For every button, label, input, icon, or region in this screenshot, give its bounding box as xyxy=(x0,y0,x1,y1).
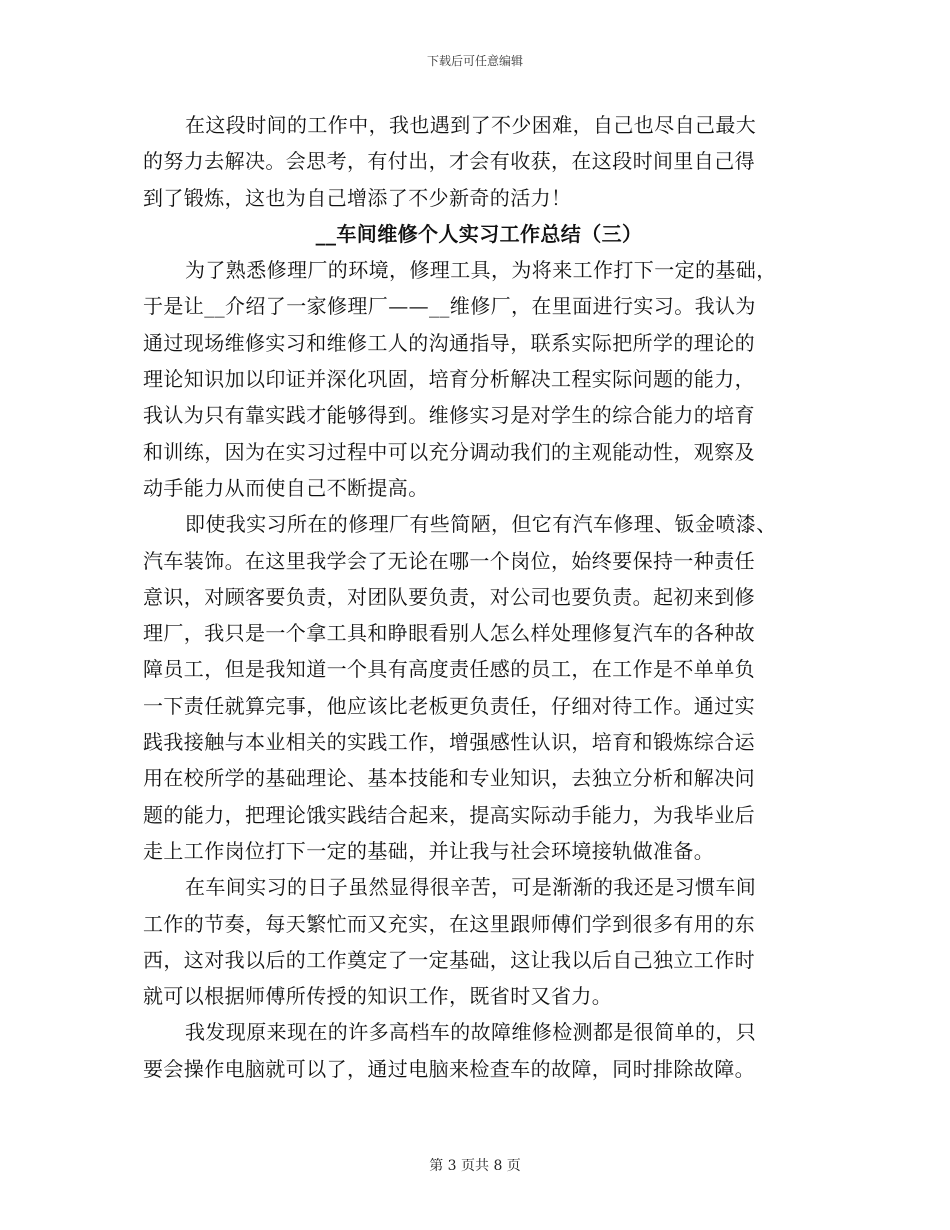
text-line: 障员工，但是我知道一个具有高度责任感的员工，在工作是不单单负 xyxy=(143,657,755,682)
section-title: __车间维修个人实习工作总结（三） xyxy=(315,221,643,246)
page-header: 下载后可任意编辑 xyxy=(426,54,523,68)
text-line: 践我接触与本业相关的实践工作，增强感性认识，培育和锻炼综合运 xyxy=(143,730,755,755)
text-line: 就可以根据师傅所传授的知识工作，既省时又省力。 xyxy=(143,984,613,1009)
text-line: 用在校所学的基础理论、基本技能和专业知识，去独立分析和解决问 xyxy=(143,766,755,791)
document-body xyxy=(143,107,815,1087)
text-line: 西，这对我以后的工作奠定了一定基础，这让我以后自己独立工作时 xyxy=(143,947,755,972)
text-line: 于是让__介绍了一家修理厂——__维修厂，在里面进行实习。我认为 xyxy=(143,294,756,319)
text-line: 一下责任就算完事，他应该比老板更负责任，仔细对待工作。通过实 xyxy=(143,693,755,718)
text-line: 即使我实习所在的修理厂有些简陋，但它有汽车修理、钣金喷漆、 xyxy=(185,512,777,537)
text-line: 在这段时间的工作中，我也遇到了不少困难，自己也尽自己最大 xyxy=(185,113,757,137)
text-line: 到了锻炼，这也为自己增添了不少新奇的活力！ xyxy=(143,185,572,210)
page-footer: 第 3 页共 8 页 xyxy=(429,1158,521,1174)
text-line: 理论知识加以印证并深化巩固，培育分析解决工程实际问题的能力， xyxy=(143,367,755,392)
text-line: 走上工作岗位打下一定的基础，并让我与社会环境接轨做准备。 xyxy=(143,838,715,863)
text-line: 题的能力，把理论饿实践结合起来，提高实际动手能力，为我毕业后 xyxy=(143,802,755,827)
text-line: 动手能力从而使自己不断提高。 xyxy=(143,475,429,500)
text-line: 我发现原来现在的许多高档车的故障维修检测都是很简单的，只 xyxy=(185,1020,757,1045)
text-line: 的努力去解决。会思考，有付出，才会有收获，在这段时间里自己得 xyxy=(143,149,755,174)
text-line: 为了熟悉修理厂的环境，修理工具，为将来工作打下一定的基础， xyxy=(185,258,777,283)
text-line: 理厂，我只是一个拿工具和睁眼看别人怎么样处理修复汽车的各种故 xyxy=(143,621,755,646)
text-line: 我认为只有靠实践才能够得到。维修实习是对学生的综合能力的培育 xyxy=(143,403,755,428)
text-line: 意识，对顾客要负责，对团队要负责，对公司也要负责。起初来到修 xyxy=(143,584,755,609)
text-line: 和训练，因为在实习过程中可以充分调动我们的主观能动性，观察及 xyxy=(143,439,755,464)
text-line: 工作的节奏，每天繁忙而又充实，在这里跟师傅们学到很多有用的东 xyxy=(143,911,755,936)
text-line: 通过现场维修实习和维修工人的沟通指导，联系实际把所学的理论的 xyxy=(143,330,755,355)
text-line: 汽车装饰。在这里我学会了无论在哪一个岗位，始终要保持一种责任 xyxy=(143,548,755,573)
text-line: 在车间实习的日子虽然显得很辛苦，可是渐渐的我还是习惯车间 xyxy=(185,875,757,900)
text-line: 要会操作电脑就可以了，通过电脑来检查车的故障，同时排除故障。 xyxy=(143,1056,755,1081)
